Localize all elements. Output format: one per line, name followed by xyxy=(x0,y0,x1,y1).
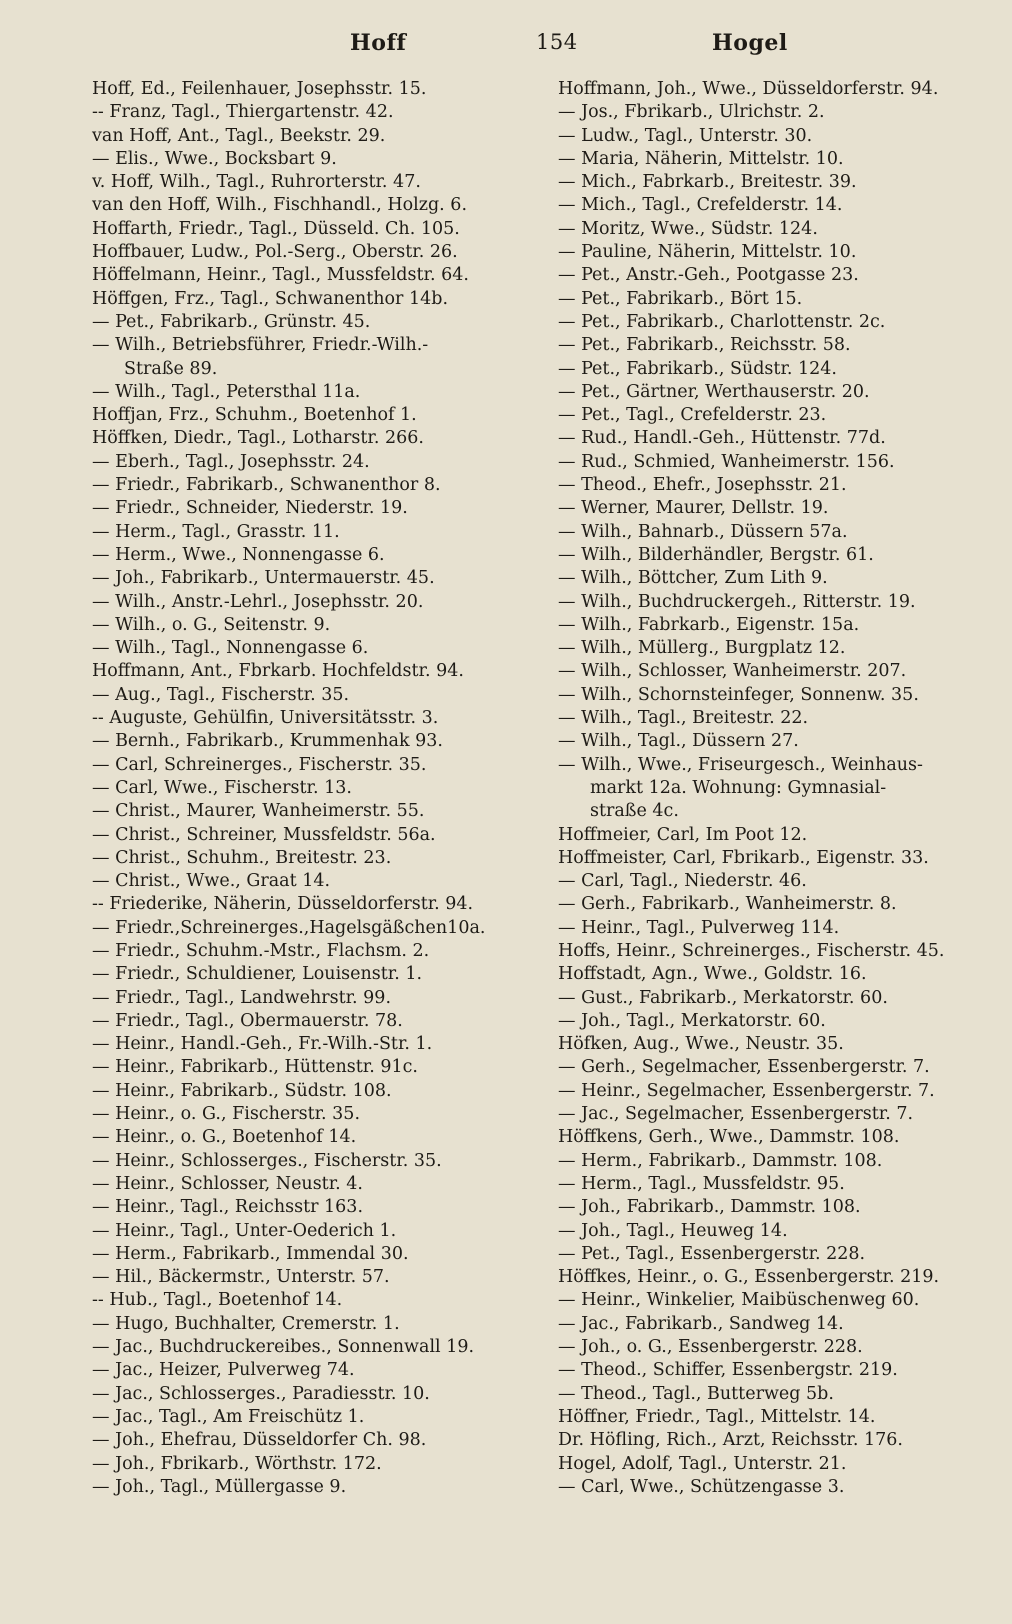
directory-entry: — Friedr., Fabrikarb., Schwanenthor 8. xyxy=(92,475,441,496)
directory-entry: — Wilh., Anstr.-Lehrl., Josephsstr. 20. xyxy=(92,591,424,612)
directory-entry: Höffelmann, Heinr., Tagl., Mussfeldstr. 64. xyxy=(92,265,469,286)
directory-entry: Höffkens, Gerh., Wwe., Dammstr. 108. xyxy=(558,1127,900,1148)
directory-entry: — Friedr.,Schreinerges.,Hagelsgäßchen10a. xyxy=(92,917,486,938)
directory-entry: — Rud., Handl.-Geh., Hüttenstr. 77d. xyxy=(558,428,886,449)
directory-entry: — Friedr., Schneider, Niederstr. 19. xyxy=(92,498,408,519)
directory-entry: van den Hoff, Wilh., Fischhandl., Holzg. 6. xyxy=(92,195,468,216)
directory-entry: -- Auguste, Gehülfin, Universitätsstr. 3. xyxy=(92,708,439,729)
directory-entry: Hoffstadt, Agn., Wwe., Goldstr. 16. xyxy=(558,964,867,985)
directory-entry: Hoffarth, Friedr., Tagl., Düsseld. Ch. 105. xyxy=(92,218,460,239)
directory-entry: Hoffmann, Joh., Wwe., Düsseldorferstr. 94. xyxy=(558,79,939,99)
directory-entry: — Christ., Maurer, Wanheimerstr. 55. xyxy=(92,801,425,822)
directory-entry: — Werner, Maurer, Dellstr. 19. xyxy=(558,498,829,519)
directory-entry: -- Hub., Tagl., Boetenhof 14. xyxy=(92,1290,343,1311)
directory-entry: — Mich., Tagl., Crefelderstr. 14. xyxy=(558,195,843,216)
directory-entry: Hogel, Adolf, Tagl., Unterstr. 21. xyxy=(558,1453,847,1474)
right-column xyxy=(558,78,998,1499)
directory-entry: — Joh., Tagl., Müllergasse 9. xyxy=(92,1476,347,1497)
directory-entry: Hoffmeier, Carl, Im Poot 12. xyxy=(558,824,808,845)
directory-entry: van Hoff, Ant., Tagl., Beekstr. 29. xyxy=(92,125,386,146)
directory-entry: — Joh., Tagl., Heuweg 14. xyxy=(558,1220,788,1241)
directory-entry: — Friedr., Schuhm.-Mstr., Flachsm. 2. xyxy=(92,940,430,961)
directory-entry: Hoffbauer, Ludw., Pol.-Serg., Oberstr. 26. xyxy=(92,242,458,263)
directory-entry: — Herm., Tagl., Mussfeldstr. 95. xyxy=(558,1173,845,1194)
directory-entry: Hoffs, Heinr., Schreinerges., Fischerstr. 45. xyxy=(558,940,945,961)
directory-entry: Hoffmeister, Carl, Fbrikarb., Eigenstr. 33. xyxy=(558,847,929,868)
directory-entry: — Carl, Schreinerges., Fischerstr. 35. xyxy=(92,754,427,775)
directory-entry: — Jac., Buchdruckereibes., Sonnenwall 19. xyxy=(92,1337,475,1358)
directory-entry: — Christ., Wwe., Graat 14. xyxy=(92,871,331,892)
directory-entry: — Pet., Gärtner, Werthauserstr. 20. xyxy=(558,381,870,402)
directory-entry: — Herm., Fabrikarb., Immendal 30. xyxy=(92,1243,409,1264)
directory-entry: — Jac., Fabrikarb., Sandweg 14. xyxy=(558,1313,844,1334)
directory-entry: — Pet., Fabrikarb., Charlottenstr. 2c. xyxy=(558,311,886,332)
directory-entry: — Jac., Segelmacher, Essenbergerstr. 7. xyxy=(558,1104,914,1125)
directory-entry: — Theod., Tagl., Butterweg 5b. xyxy=(558,1383,834,1404)
directory-entry: — Joh., Ehefrau, Düsseldorfer Ch. 98. xyxy=(92,1430,427,1451)
directory-entry: — Heinr., Segelmacher, Essenbergerstr. 7. xyxy=(558,1080,935,1101)
header-right-keyword: Hogel xyxy=(712,30,788,56)
directory-entry: — Wilh., Betriebsführer, Friedr.-Wilh.- xyxy=(92,335,429,356)
directory-entry: — Wilh., Schlosser, Wanheimerstr. 207. xyxy=(558,661,907,682)
directory-entry: — Joh., Fabrikarb., Untermauerstr. 45. xyxy=(92,568,435,589)
directory-entry: — Wilh., Tagl., Nonnengasse 6. xyxy=(92,638,369,659)
directory-entry: — Wilh., o. G., Seitenstr. 9. xyxy=(92,614,331,635)
directory-entry: — Joh., Tagl., Merkatorstr. 60. xyxy=(558,1010,826,1031)
directory-entry: — Jac., Schlosserges., Paradiesstr. 10. xyxy=(92,1383,430,1404)
directory-entry: — Wilh., Fabrkarb., Eigenstr. 15a. xyxy=(558,614,860,635)
directory-entry: — Wilh., Tagl., Petersthal 11a. xyxy=(92,381,361,402)
directory-entry: — Wilh., Schornsteinfeger, Sonnenw. 35. xyxy=(558,684,919,705)
directory-entry: — Wilh., Tagl., Breitestr. 22. xyxy=(558,708,809,729)
directory-entry: Höffgen, Frz., Tagl., Schwanenthor 14b. xyxy=(92,288,449,309)
directory-entry: — Rud., Schmied, Wanheimerstr. 156. xyxy=(558,451,895,472)
directory-entry: Hoff, Ed., Feilenhauer, Josephsstr. 15. xyxy=(92,79,427,99)
directory-entry: — Heinr., Winkelier, Maibüschenweg 60. xyxy=(558,1290,920,1311)
directory-entry: — Theod., Ehefr., Josephsstr. 21. xyxy=(558,475,847,496)
directory-entry: — Gerh., Fabrikarb., Wanheimerstr. 8. xyxy=(558,894,897,915)
directory-entry: — Ludw., Tagl., Unterstr. 30. xyxy=(558,125,813,146)
directory-entry: — Jac., Heizer, Pulverweg 74. xyxy=(92,1360,355,1381)
directory-entry: — Pet., Tagl., Essenbergerstr. 228. xyxy=(558,1243,866,1264)
directory-entry: — Carl, Wwe., Schützengasse 3. xyxy=(558,1476,845,1497)
directory-entry: — Jos., Fbrikarb., Ulrichstr. 2. xyxy=(558,102,825,123)
directory-entry: — Gerh., Segelmacher, Essenbergerstr. 7. xyxy=(558,1057,930,1078)
directory-entry: — Jac., Tagl., Am Freischütz 1. xyxy=(92,1406,365,1427)
directory-entry: — Wilh., Buchdruckergeh., Ritterstr. 19. xyxy=(558,591,916,612)
directory-entry: — Herm., Tagl., Grasstr. 11. xyxy=(92,521,340,542)
directory-entry: Dr. Höfling, Rich., Arzt, Reichsstr. 176. xyxy=(558,1430,903,1451)
directory-entry: — Heinr., Schlosser, Neustr. 4. xyxy=(92,1173,363,1194)
directory-entry: Höffken, Diedr., Tagl., Lotharstr. 266. xyxy=(92,428,424,449)
directory-entry: — Pet., Tagl., Crefelderstr. 23. xyxy=(558,405,827,426)
directory-entry: — Heinr., Tagl., Reichsstr 163. xyxy=(92,1197,364,1218)
directory-entry: — Heinr., Handl.-Geh., Fr.-Wilh.-Str. 1. xyxy=(92,1034,433,1055)
directory-entry: — Gust., Fabrikarb., Merkatorstr. 60. xyxy=(558,987,888,1008)
directory-entry: Höffkes, Heinr., o. G., Essenbergerstr. 219. xyxy=(558,1267,940,1288)
directory-entry: — Pauline, Näherin, Mittelstr. 10. xyxy=(558,242,857,263)
directory-entry: — Moritz, Wwe., Südstr. 124. xyxy=(558,218,818,239)
directory-entry: — Heinr., Schlosserges., Fischerstr. 35. xyxy=(92,1150,442,1171)
directory-entry: — Theod., Schiffer, Essenbergstr. 219. xyxy=(558,1360,898,1381)
directory-entry: — Friedr., Schuldiener, Louisenstr. 1. xyxy=(92,964,423,985)
directory-entry-continuation: markt 12a. Wohnung: Gymnasial- xyxy=(590,777,887,798)
directory-entry: — Friedr., Tagl., Landwehrstr. 99. xyxy=(92,987,392,1008)
directory-entry: — Elis., Wwe., Bocksbart 9. xyxy=(92,148,337,169)
directory-entry: — Heinr., Tagl., Pulverweg 114. xyxy=(558,917,840,938)
left-column xyxy=(92,78,532,1499)
directory-entry: — Friedr., Tagl., Obermauerstr. 78. xyxy=(92,1010,403,1031)
directory-entry: — Joh., o. G., Essenbergerstr. 228. xyxy=(558,1337,863,1358)
directory-entry: — Pet., Anstr.-Geh., Pootgasse 23. xyxy=(558,265,859,286)
directory-entry: — Heinr., o. G., Boetenhof 14. xyxy=(92,1127,357,1148)
directory-entry: — Wilh., Müllerg., Burgplatz 12. xyxy=(558,638,846,659)
directory-entry: — Eberh., Tagl., Josephsstr. 24. xyxy=(92,451,370,472)
directory-entry: — Wilh., Wwe., Friseurgesch., Weinhaus- xyxy=(558,754,923,775)
directory-entry: — Herm., Wwe., Nonnengasse 6. xyxy=(92,544,385,565)
directory-entry: -- Franz, Tagl., Thiergartenstr. 42. xyxy=(92,102,394,123)
directory-entry: — Carl, Wwe., Fischerstr. 13. xyxy=(92,777,352,798)
directory-entry: — Hil., Bäckermstr., Unterstr. 57. xyxy=(92,1267,390,1288)
directory-entry: Höffner, Friedr., Tagl., Mittelstr. 14. xyxy=(558,1406,876,1427)
directory-entry: — Christ., Schuhm., Breitestr. 23. xyxy=(92,847,392,868)
directory-entry: — Wilh., Böttcher, Zum Lith 9. xyxy=(558,568,828,589)
directory-entry: Höfken, Aug., Wwe., Neustr. 35. xyxy=(558,1034,844,1055)
directory-entry: — Hugo, Buchhalter, Cremerstr. 1. xyxy=(92,1313,400,1334)
directory-entry: — Carl, Tagl., Niederstr. 46. xyxy=(558,871,807,892)
directory-entry: Hoffmann, Ant., Fbrkarb. Hochfeldstr. 94. xyxy=(92,661,464,682)
page-header xyxy=(0,30,1012,64)
directory-entry: Hoffjan, Frz., Schuhm., Boetenhof 1. xyxy=(92,405,417,426)
directory-entry: — Pet., Fabrikarb., Bört 15. xyxy=(558,288,803,309)
directory-entry: — Christ., Schreiner, Mussfeldstr. 56a. xyxy=(92,824,436,845)
directory-entry: — Heinr., Fabrikarb., Südstr. 108. xyxy=(92,1080,392,1101)
directory-entry: — Joh., Fabrikarb., Dammstr. 108. xyxy=(558,1197,861,1218)
directory-entry: -- Friederike, Näherin, Düsseldorferstr. 94. xyxy=(92,894,474,915)
page-number: 154 xyxy=(536,30,578,54)
directory-entry: — Mich., Fabrkarb., Breitestr. 39. xyxy=(558,172,857,193)
directory-entry: — Heinr., o. G., Fischerstr. 35. xyxy=(92,1104,361,1125)
directory-entry-continuation: Straße 89. xyxy=(124,358,218,379)
directory-entry: v. Hoff, Wilh., Tagl., Ruhrorterstr. 47. xyxy=(92,172,421,193)
directory-entry: — Bernh., Fabrikarb., Krummenhak 93. xyxy=(92,731,443,752)
directory-entry: — Wilh., Tagl., Düssern 27. xyxy=(558,731,799,752)
directory-entry: — Pet., Fabrikarb., Reichsstr. 58. xyxy=(558,335,851,356)
directory-entry-continuation: straße 4c. xyxy=(590,801,679,822)
directory-entry: — Joh., Fbrikarb., Wörthstr. 172. xyxy=(92,1453,382,1474)
directory-entry: — Pet., Fabrikarb., Südstr. 124. xyxy=(558,358,837,379)
directory-entry: — Aug., Tagl., Fischerstr. 35. xyxy=(92,684,350,705)
directory-entry: — Pet., Fabrikarb., Grünstr. 45. xyxy=(92,311,371,332)
directory-entry: — Maria, Näherin, Mittelstr. 10. xyxy=(558,148,844,169)
header-left-keyword: Hoff xyxy=(350,30,407,56)
directory-entry: — Wilh., Bahnarb., Düssern 57a. xyxy=(558,521,848,542)
directory-entry: — Heinr., Fabrikarb., Hüttenstr. 91c. xyxy=(92,1057,418,1078)
directory-entry: — Herm., Fabrikarb., Dammstr. 108. xyxy=(558,1150,883,1171)
directory-entry: — Wilh., Bilderhändler, Bergstr. 61. xyxy=(558,544,874,565)
directory-entry: — Heinr., Tagl., Unter-Oederich 1. xyxy=(92,1220,397,1241)
